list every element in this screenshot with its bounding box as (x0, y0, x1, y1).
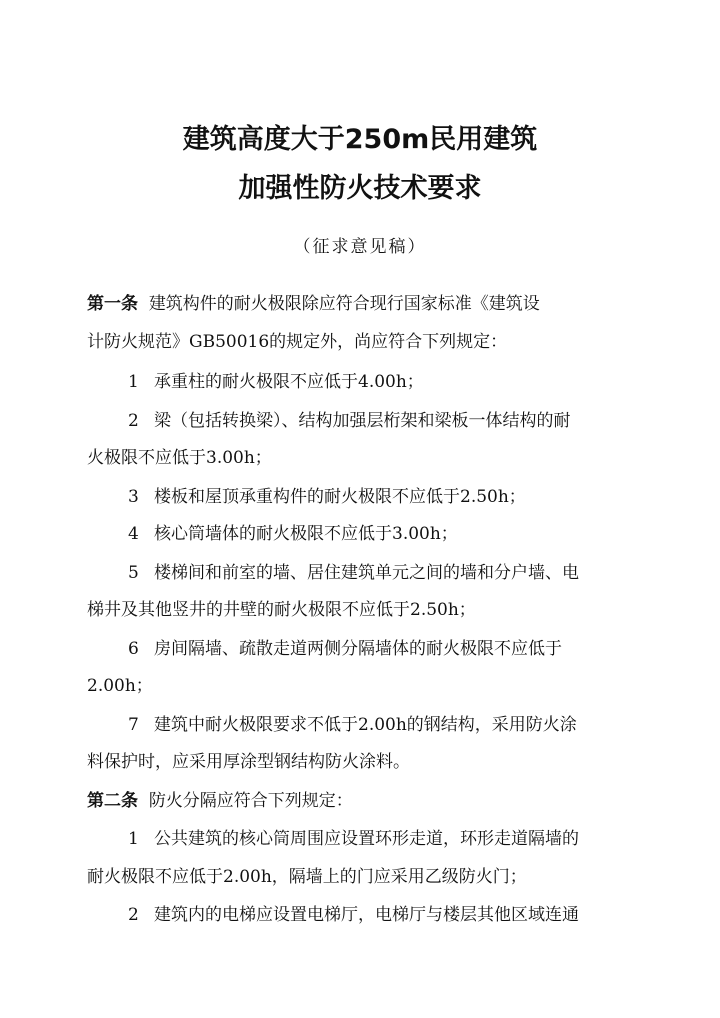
item-number: 6 (128, 639, 139, 659)
article-1-label: 第一条 (87, 294, 138, 314)
item-text: 建筑内的电梯应设置电梯厅，电梯厅与楼层其他区域连通 (154, 905, 579, 925)
article-1-intro-line-2: 计防火规范》GB50016的规定外，尚应符合下列规定： (87, 332, 508, 352)
title-line-2: 加强性防火技术要求 (238, 173, 482, 204)
article-1-item-6-line-2: 2.00h； (87, 676, 153, 696)
article-1-item-2-line-1 (128, 409, 571, 433)
article-2-item-2-line-1 (128, 903, 579, 927)
article-1-item-4 (128, 522, 458, 546)
item-text: 承重柱的耐火极限不应低于4.00h； (154, 372, 424, 392)
article-1-item-2-line-2: 火极限不应低于3.00h； (87, 448, 272, 468)
article-1-item-5-line-2: 梯井及其他竖井的井壁的耐火极限不应低于2.50h； (87, 600, 476, 620)
article-1-item-6-line-1 (128, 637, 562, 661)
item-number: 2 (128, 411, 139, 431)
article-1-item-7-line-1 (128, 713, 577, 737)
item-number: 4 (128, 524, 139, 544)
item-text: 建筑中耐火极限要求不低于2.00h的钢结构，采用防火涂 (154, 715, 577, 735)
article-1-item-1 (128, 370, 424, 394)
item-number: 2 (128, 905, 139, 925)
article-2-label: 第二条 (87, 791, 138, 811)
item-number: 5 (128, 563, 139, 583)
item-text: 公共建筑的核心筒周围应设置环形走道，环形走道隔墙的 (154, 829, 579, 849)
article-2-intro-text: 防火分隔应符合下列规定： (148, 791, 353, 811)
item-text: 房间隔墙、疏散走道两侧分隔墙体的耐火极限不应低于 (154, 639, 562, 659)
item-number: 1 (128, 372, 139, 392)
item-text: 楼板和屋顶承重构件的耐火极限不应低于2.50h； (154, 487, 526, 507)
item-text: 楼梯间和前室的墙、居住建筑单元之间的墙和分户墙、电 (154, 563, 579, 583)
item-text: 梁（包括转换梁）、结构加强层桁架和梁板一体结构的耐 (154, 411, 571, 431)
article-1-intro-text-1: 建筑构件的耐火极限除应符合现行国家标准《建筑设 (148, 294, 540, 314)
article-1-intro-line-1 (87, 292, 540, 316)
subtitle: （征求意见稿） (293, 237, 427, 257)
article-1-item-7-line-2: 料保护时，应采用厚涂型钢结构防火涂料。 (87, 752, 410, 772)
item-text: 核心筒墙体的耐火极限不应低于3.00h； (154, 524, 458, 544)
article-2-intro (87, 789, 353, 813)
item-number: 3 (128, 487, 139, 507)
article-1-item-3 (128, 485, 526, 509)
article-2-item-1-line-1 (128, 827, 579, 851)
article-2-item-1-line-2: 耐火极限不应低于2.00h，隔墙上的门应采用乙级防火门； (87, 867, 527, 887)
item-number: 7 (128, 715, 139, 735)
title-line-1: 建筑高度大于250m民用建筑 (182, 124, 538, 155)
item-number: 1 (128, 829, 139, 849)
article-1-item-5-line-1 (128, 561, 579, 585)
